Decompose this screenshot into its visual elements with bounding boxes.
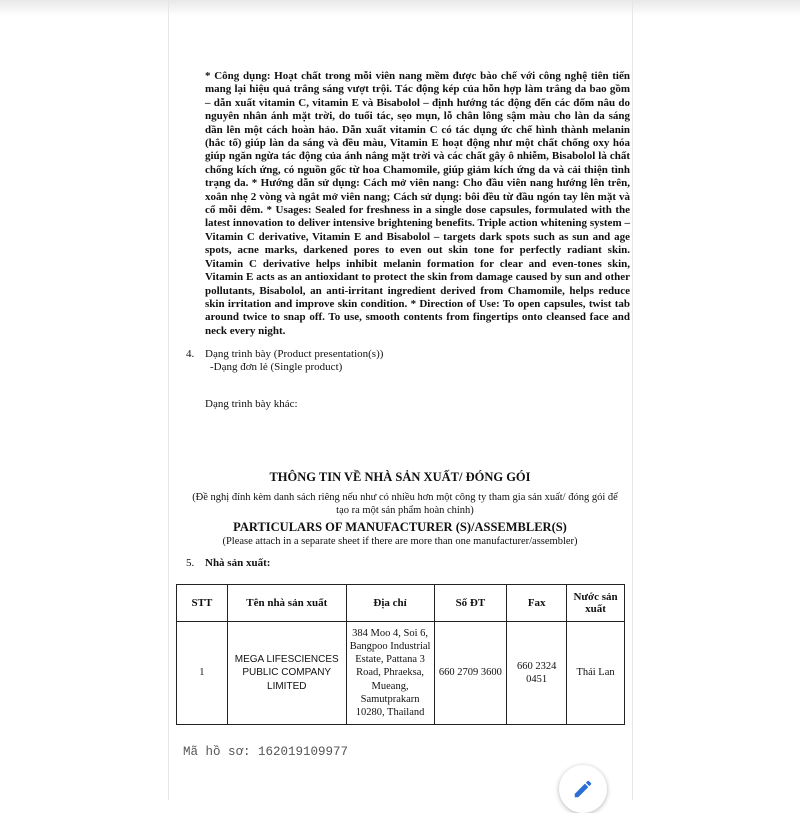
manufacturer-note-vn: (Đề nghị đính kèm danh sách riêng nếu như có nhiều hơn một công ty tham gia sản xuất/ đóng gói để tạo ra một sản phẩm hoàn chỉnh)	[192, 492, 618, 516]
header-fax: Fax	[507, 585, 567, 622]
cell-stt: 1	[177, 622, 228, 725]
table-header-row	[177, 585, 625, 622]
page-edge-right	[632, 0, 633, 800]
header-address: Địa chỉ	[346, 585, 434, 622]
other-presentation-label: Dạng trình bày khác:	[205, 398, 298, 410]
file-code: Mã hồ sơ: 162019109977	[183, 745, 349, 759]
item4-value: -Dạng đơn lẻ (Single product)	[210, 361, 343, 373]
manufacturer-table	[176, 584, 625, 725]
header-country: Nước sản xuất	[567, 585, 625, 622]
header-stt: STT	[177, 585, 228, 622]
cell-manufacturer-name: MEGA LIFESCIENCES PUBLIC COMPANY LIMITED	[227, 622, 346, 725]
pencil-icon	[572, 778, 594, 800]
manufacturer-note-en: (Please attach in a separate sheet if there are more than one manufacturer/assembler)	[222, 536, 578, 547]
product-usage-paragraph: * Công dụng: Hoạt chất trong mỗi viên nang mềm được bào chế với công nghệ tiên tiến mang lại hiệu quả trắng sáng vượt trội. Tác động kép của hỗn hợp làm trắng da bao gồm – dẫn xuất vitamin C, vitamin E và Bisabolol – định hướng tác động đến các đốm nâu do nguyên nhân ánh mặt trời, do tuổi tác, sẹo mụn, lỗ chân lông sậm màu cho làn da sáng dần lên một cách hoàn hảo. Dẫn xuất vitamin C có tác dụng ức chế hình thành melanin (hắc tố) giúp làn da sáng và đều màu, Vitamin E hoạt động như một chất chống oxy hóa giúp ngăn ngừa tác động của ánh nắng mặt trời và các chất gây ô nhiễm, Bisabolol là chất chống kích ứng, có nguồn gốc từ hoa Chamomile, giúp giảm kích ứng da và cải thiện tình trạng da. * Hướng dẫn sử dụng: Cách mở viên nang: Cho đầu viên nang hướng lên trên, xoắn nhẹ 2 vòng và ngắt mở viên nang; Cách sử dụng: bôi đều từ đầu ngón tay lên mặt và cổ mỗi đêm. * Usages: Sealed for freshness in a single dose capsules, formulated with the latest innovation to deliver intensive brightening benefits. Triple action whitening system – Vitamin C derivative, Vitamin E and Bisabolol – targets dark spots such as sun and age spots, acne marks, darkened pores to even out skin tone for perfectly radiant skin. Vitamin C derivative helps inhibit melanin formation for clear and even-tones skin, Vitamin E acts as an antioxidant to protect the skin from damage caused by sun and other pollutants, Bisabolol, an anti-irritant ingredient derived from Chamomile, helps reduce skin irritation and improve skin condition. * Direction of Use: To open capsules, twist tab around twice to snap off. To use, smooth contents from fingertips onto cleansed face and neck every night.	[205, 70, 630, 337]
cell-address: 384 Moo 4, Soi 6, Bangpoo Industrial Estate, Pattana 3 Road, Phraeksa, Mueang, Samutprakarn 10280, Thailand	[346, 622, 434, 725]
item5-number: 5.	[186, 557, 195, 569]
header-phone: Số ĐT	[434, 585, 507, 622]
cell-country: Thái Lan	[567, 622, 625, 725]
manufacturer-title-vn: THÔNG TIN VỀ NHÀ SẢN XUẤT/ ĐÓNG GÓI	[269, 470, 531, 484]
item5-label-row	[186, 557, 270, 569]
top-shadow	[0, 0, 800, 16]
item4-label: Dạng trình bày (Product presentation(s))	[205, 348, 384, 360]
cell-phone: 660 2709 3600	[434, 622, 507, 725]
item4-label-row	[186, 348, 383, 361]
table-row	[177, 622, 625, 725]
item4-number: 4.	[186, 348, 195, 360]
header-manufacturer-name: Tên nhà sản xuất	[227, 585, 346, 622]
item5-label: Nhà sản xuất:	[205, 557, 271, 569]
cell-fax: 660 2324 0451	[507, 622, 567, 725]
edit-button[interactable]	[559, 765, 607, 813]
pencil-shape	[575, 781, 592, 798]
manufacturer-title-en: PARTICULARS OF MANUFACTURER (S)/ASSEMBLER(S)	[233, 520, 567, 534]
page-edge-left	[168, 0, 169, 800]
